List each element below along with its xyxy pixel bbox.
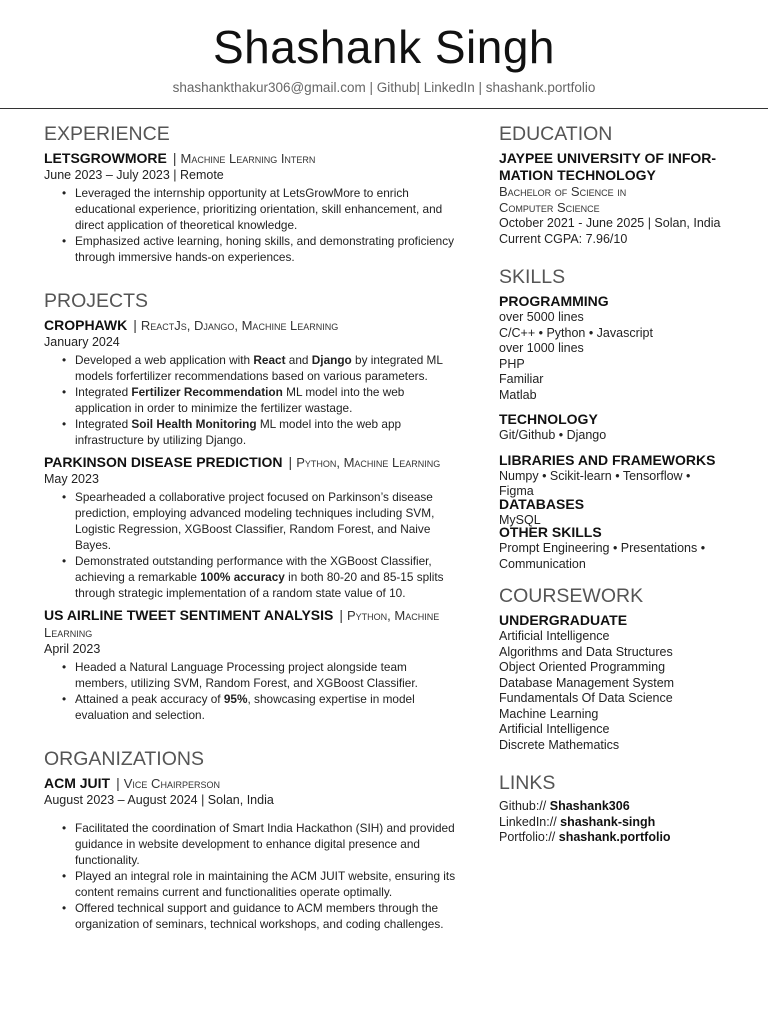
bullet-text: by integrated ML models forfertilizer recommendations based on various parameters. [75, 353, 443, 383]
education-dates: October 2021 - June 2025 | Solan, India [499, 216, 721, 230]
bullet-text: Attained a peak accuracy of [75, 692, 224, 706]
bullet-list [44, 659, 456, 723]
skill-line: Familiar [499, 372, 544, 386]
separator: | [116, 775, 120, 791]
degree-line2: Computer Science [499, 200, 600, 215]
bullet-item [44, 416, 456, 448]
bullet-item [44, 489, 456, 553]
projects-title: PROJECTS [44, 290, 149, 312]
projects-section [44, 289, 456, 723]
bullet-list [44, 185, 456, 265]
course-item: Artificial Intelligence [499, 629, 610, 643]
bullet-bold: 95% [223, 692, 248, 706]
technology-title: TECHNOLOGY [499, 411, 598, 427]
bullet-list [44, 352, 456, 448]
education-section [499, 122, 739, 247]
course-item: Object Oriented Programming [499, 660, 666, 674]
course-item: Machine Learning [499, 706, 599, 721]
link-prefix: Github:// [499, 799, 550, 813]
bullet-bold: Django [311, 353, 352, 367]
skill-line: Figma [499, 484, 534, 498]
link-prefix: LinkedIn:// [499, 814, 561, 829]
entry-role: Machine Learning Intern [180, 151, 316, 166]
bullet-item: • Played an integral role in maintaining the ACM JUIT website, ensuring its content remains current and functionalities operate optimally. [44, 868, 456, 900]
databases-title: DATABASES [499, 495, 585, 512]
organizations-section [44, 747, 456, 932]
skill-line: Git/Github • Django [499, 428, 607, 442]
project-tech: Python, Machine Learning [44, 608, 440, 640]
candidate-name: Shashank Singh [212, 21, 556, 73]
spacer [499, 247, 739, 265]
entry-role: Vice Chairperson [123, 776, 220, 791]
course-item: Discrete Mathematics [499, 737, 620, 752]
course-item: Fundamentals Of Data Science [499, 691, 673, 705]
project-name: US AIRLINE TWEET SENTIMENT ANALYSIS [44, 607, 334, 623]
skill-line: Communication [499, 556, 586, 571]
entry-org: ACM JUIT [44, 775, 111, 791]
project-date: April 2023 [44, 642, 101, 656]
project-name: PARKINSON DISEASE PREDICTION [44, 454, 283, 470]
course-item: Database Management System [499, 675, 675, 690]
project-entry-parkinson [44, 454, 456, 601]
skill-line: PHP [499, 356, 525, 371]
school-name-line2: MATION TECHNOLOGY [499, 167, 656, 183]
spacer [44, 729, 456, 747]
bullet-text: , showcasing expertise in model evaluation and selection. [75, 692, 415, 722]
education-cgpa: Current CGPA: 7.96/10 [499, 231, 628, 246]
skill-line: over 1000 lines [499, 341, 584, 355]
project-name: CROPHAWK [44, 317, 128, 333]
right-column [499, 122, 739, 846]
degree-line1: Bachelor of Science in [499, 184, 627, 199]
skill-line: Numpy • Scikit-learn • Tensorflow • [499, 468, 691, 483]
bullet-text: Demonstrated outstanding performance with the XGBoost Classifier, achieving a remarkable [75, 554, 432, 584]
bullet-text: Integrated [75, 417, 132, 431]
separator: | [172, 150, 177, 166]
bullet-item [44, 659, 456, 691]
bullet-item [44, 553, 456, 601]
experience-entry [44, 150, 456, 265]
bullet-text: ML model into the web application in order to minimize the fertilizer wastage. [75, 385, 405, 415]
bullet-item [44, 384, 456, 416]
links-section [499, 771, 739, 846]
bullet-text: Spearheaded a collaborative project focused on Parkinson’s disease prediction, employing advanced modeling techniques including SVM, Logistic Regression, XGBoost Classifier, Random Forest, and Naive Bayes. [75, 490, 435, 552]
bullet-item [44, 352, 456, 384]
experience-section [44, 122, 456, 265]
bullet-text: in both 80-20 and 85-15 splits through strategic implementation of a random state value of 10. [75, 570, 444, 600]
bullet-item: • Offered technical support and guidance to ACM members through the organization of seminars, technical workshops, and coding challenges. [44, 900, 456, 932]
link-github[interactable] [499, 799, 739, 815]
separator: | [339, 607, 343, 623]
entry-date: June 2023 – July 2023 | Remote [44, 168, 224, 182]
other-skills-title: OTHER SKILLS [499, 524, 602, 540]
school-name-line1: JAYPEE UNIVERSITY OF INFOR- [499, 150, 717, 166]
skill-line: Prompt Engineering • Presentations • [499, 541, 706, 555]
coursework-section [499, 584, 739, 753]
skill-line: MySQL [499, 512, 541, 527]
bullet-bold: Fertilizer Recommendation [131, 385, 283, 399]
libraries-title: LIBRARIES AND FRAMEWORKS [499, 451, 716, 468]
project-tech: ReactJs, Django, Machine Learning [140, 318, 339, 333]
contact-line[interactable]: shashankthakur306@gmail.com | Github| LinkedIn | shashank.portfolio [172, 80, 596, 95]
coursework-title: COURSEWORK [499, 585, 644, 607]
resume-header [0, 0, 768, 110]
organizations-title: ORGANIZATIONS [44, 748, 204, 770]
bullet-bold: 100% accuracy [200, 570, 285, 584]
organization-entry [44, 775, 456, 932]
bullet-list [44, 489, 456, 601]
spacer [499, 753, 739, 771]
course-item: Artificial Intelligence [499, 722, 610, 736]
entry-heading [44, 607, 456, 641]
bullet-text: Integrated [75, 385, 132, 399]
bullet-bold: Soil Health Monitoring [131, 417, 257, 431]
entry-heading [44, 775, 456, 792]
link-value[interactable]: shashank-singh [560, 814, 656, 829]
bullet-item: • Emphasized active learning, honing skills, and demonstrating proficiency through immersive hands-on experiences. [44, 233, 456, 265]
link-prefix: Portfolio:// [499, 830, 559, 844]
skills-title: SKILLS [499, 266, 566, 288]
header-divider [0, 108, 768, 109]
skill-line: Matlab [499, 387, 537, 402]
bullet-item: • Facilitated the coordination of Smart India Hackathon (SIH) and provided guidance in website development to enhance digital presence and functionality. [44, 820, 456, 868]
bullet-text: Developed a web application with [75, 353, 254, 367]
link-value[interactable]: Shashank306 [549, 799, 630, 813]
bullet-item [44, 691, 456, 723]
entry-org: LETSGROWMORE [44, 150, 167, 166]
spacer [499, 572, 739, 584]
course-item: Algorithms and Data Structures [499, 644, 673, 659]
spacer [44, 271, 456, 289]
link-linkedin[interactable] [499, 815, 739, 831]
bullet-text: and [285, 353, 312, 367]
bullet-text: Headed a Natural Language Processing project alongside team members, utilizing SVM, Random Forest, and XGBoost Classifier. [75, 660, 418, 690]
project-date: January 2024 [44, 335, 120, 349]
bullet-text: ML model into the web app infrastructure by utilizing Django. [75, 417, 402, 447]
education-title: EDUCATION [499, 123, 613, 145]
link-value[interactable]: shashank.portfolio [558, 830, 671, 844]
separator: | [133, 317, 137, 333]
programming-title: PROGRAMMING [499, 293, 609, 309]
links-title: LINKS [499, 772, 556, 794]
project-date: May 2023 [44, 472, 99, 486]
skill-line: C/C++ • Python • Javascript [499, 325, 653, 340]
project-entry-crophawk [44, 317, 456, 448]
bullet-list [44, 820, 456, 932]
project-entry-airline [44, 607, 456, 723]
link-portfolio[interactable] [499, 830, 739, 846]
entry-heading [44, 454, 456, 471]
separator: | [288, 454, 293, 470]
undergraduate-title: UNDERGRADUATE [499, 612, 628, 628]
entry-heading [44, 317, 456, 334]
project-tech: Python, Machine Learning [296, 455, 441, 470]
skill-line: over 5000 lines [499, 310, 584, 324]
entry-date: August 2023 – August 2024 | Solan, India [44, 793, 274, 807]
entry-heading [44, 150, 456, 167]
bullet-bold: React [253, 353, 286, 367]
experience-title: EXPERIENCE [44, 123, 170, 145]
left-column [44, 122, 456, 938]
skills-section [499, 265, 739, 572]
bullet-item: • Leveraged the internship opportunity at LetsGrowMore to enrich educational experience, prioritizing orientation, skill enhancement, and direct application of theoretical knowledge. [44, 185, 456, 233]
